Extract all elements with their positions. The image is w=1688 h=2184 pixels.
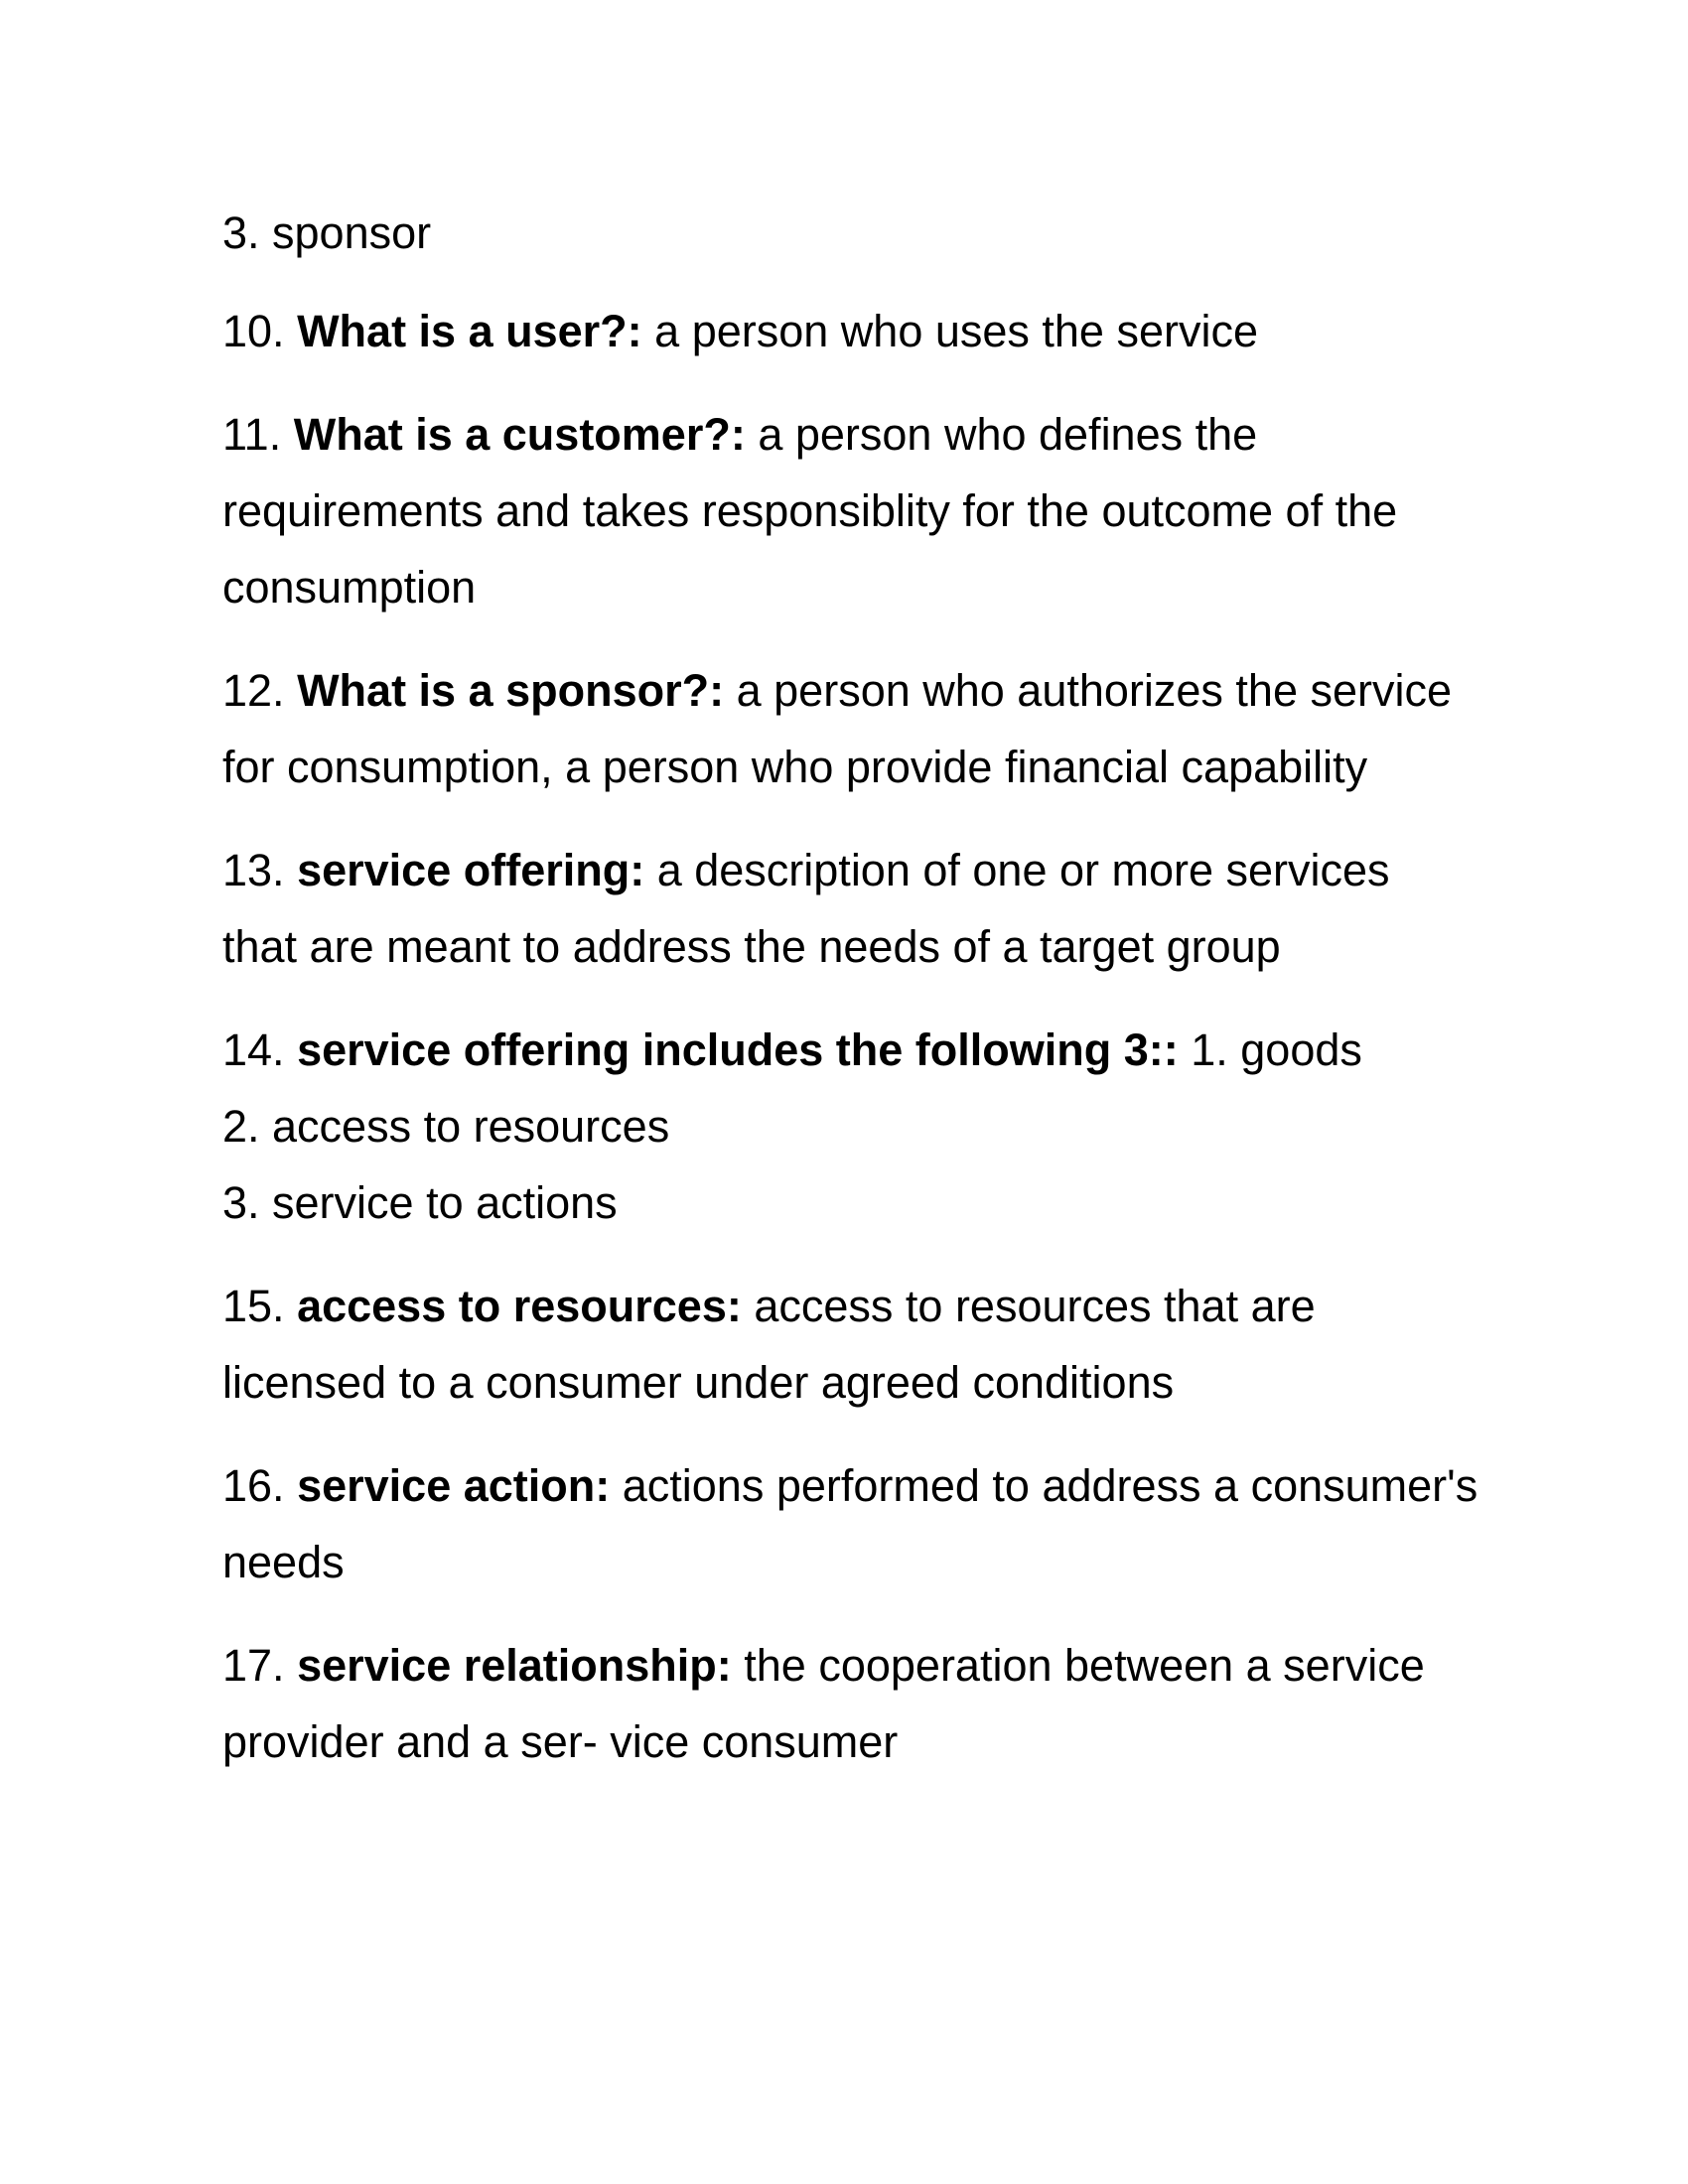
entry-definition-continued: requirements and takes responsiblity for the outcome of the bbox=[222, 485, 1398, 536]
entry-service-relationship bbox=[222, 1627, 1474, 1780]
entry-service-offering bbox=[222, 832, 1474, 985]
entry-term: service offering: bbox=[297, 845, 645, 895]
entry-number: 13. bbox=[222, 845, 285, 895]
entry-sponsor bbox=[222, 652, 1474, 805]
entry-definition-continued: that are meant to address the needs of a target group bbox=[222, 921, 1281, 972]
entry-term: service relationship: bbox=[297, 1640, 732, 1691]
entry-number: 17. bbox=[222, 1640, 285, 1691]
entry-user bbox=[222, 293, 1474, 369]
entry-number: 11. bbox=[222, 409, 282, 460]
entry-definition: the cooperation between a service bbox=[744, 1640, 1425, 1691]
entry-term: service action: bbox=[297, 1460, 611, 1511]
entry-definition-continued: 3. service to actions bbox=[222, 1177, 618, 1228]
entry-definition: a person who defines the bbox=[758, 409, 1258, 460]
entry-access-to-resources bbox=[222, 1268, 1474, 1421]
leading-list-item bbox=[222, 195, 1474, 271]
entry-number: 14. bbox=[222, 1024, 285, 1075]
entry-customer bbox=[222, 396, 1474, 625]
entry-service-action bbox=[222, 1447, 1478, 1600]
entry-definition: access to resources that are bbox=[754, 1281, 1316, 1331]
entry-definition: a person who uses the service bbox=[654, 306, 1259, 356]
entry-service-offering-includes bbox=[222, 1012, 1474, 1241]
entry-definition-continued: consumption bbox=[222, 562, 477, 613]
entry-term: service offering includes the following 3:: bbox=[297, 1024, 1179, 1075]
entry-number: 10. bbox=[222, 306, 285, 356]
entry-number: 15. bbox=[222, 1281, 285, 1331]
entry-term: access to resources: bbox=[297, 1281, 742, 1331]
entry-definition-continued: for consumption, a person who provide financial capability bbox=[222, 742, 1368, 792]
entry-term: What is a sponsor?: bbox=[297, 665, 725, 716]
entry-definition: a person who authorizes the service bbox=[736, 665, 1453, 716]
entry-definition-continued: needs bbox=[222, 1537, 345, 1587]
entry-definition: actions performed to address a consumer's bbox=[622, 1460, 1478, 1511]
entry-definition-continued: provider and a ser- vice consumer bbox=[222, 1716, 899, 1767]
entry-definition: 1. goods bbox=[1191, 1024, 1362, 1075]
entry-definition-continued: 2. access to resources bbox=[222, 1101, 670, 1152]
flashcard-list bbox=[222, 195, 1478, 1807]
entry-definition-continued: licensed to a consumer under agreed conditions bbox=[222, 1357, 1175, 1408]
leading-item-text: 3. sponsor bbox=[222, 207, 432, 258]
entry-term: What is a user?: bbox=[297, 306, 642, 356]
entry-number: 16. bbox=[222, 1460, 285, 1511]
entry-definition: a description of one or more services bbox=[656, 845, 1390, 895]
entry-term: What is a customer?: bbox=[293, 409, 746, 460]
entry-number: 12. bbox=[222, 665, 285, 716]
